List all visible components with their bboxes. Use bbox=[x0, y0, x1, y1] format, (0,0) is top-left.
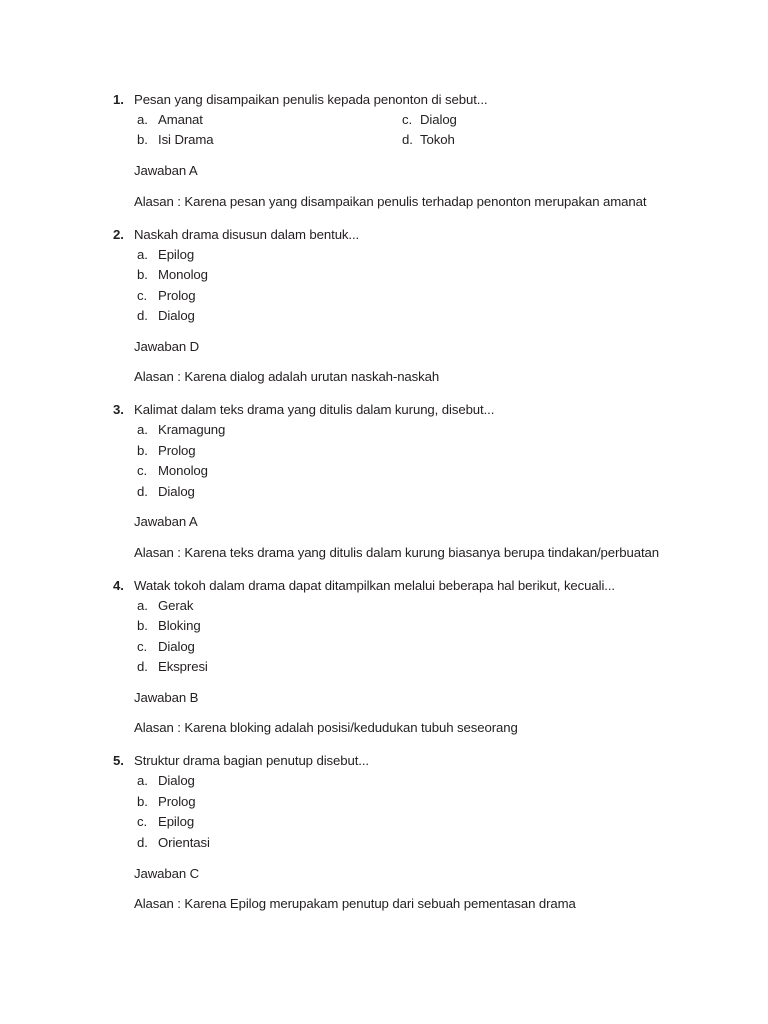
option-label: Isi Drama bbox=[158, 132, 214, 148]
answer-text: Jawaban A bbox=[134, 514, 198, 530]
option-label: Monolog bbox=[158, 463, 208, 479]
option-letter: d. bbox=[137, 659, 148, 675]
option-label: Dialog bbox=[158, 638, 195, 654]
option-letter: a. bbox=[137, 773, 148, 789]
option-a[interactable] bbox=[137, 596, 693, 616]
option-letter: b. bbox=[137, 793, 148, 809]
option-letter: d. bbox=[137, 307, 148, 323]
option-d[interactable] bbox=[137, 482, 693, 502]
question-number: 5. bbox=[113, 753, 124, 769]
option-letter: c. bbox=[137, 814, 148, 830]
question-text: Struktur drama bagian penutup disebut... bbox=[134, 753, 369, 769]
question-heading bbox=[113, 400, 693, 420]
question-number: 4. bbox=[113, 577, 124, 593]
option-letter: c. bbox=[137, 463, 148, 479]
option-label: Prolog bbox=[158, 287, 196, 303]
option-list bbox=[113, 245, 693, 327]
reason-text: Alasan : Karena Epilog merupakam penutup dari sebuah pementasan drama bbox=[134, 896, 576, 912]
option-d[interactable] bbox=[137, 306, 693, 326]
option-letter: a. bbox=[137, 246, 148, 262]
option-label: Ekspresi bbox=[158, 659, 208, 675]
question-item bbox=[113, 90, 693, 212]
option-d[interactable] bbox=[137, 657, 693, 677]
reason-text: Alasan : Karena teks drama yang ditulis dalam kurung biasanya berupa tindakan/perbuatan bbox=[134, 544, 660, 560]
question-heading bbox=[113, 90, 693, 110]
option-label: Dialog bbox=[158, 773, 195, 789]
option-letter: a. bbox=[137, 597, 148, 613]
option-letter: b. bbox=[137, 618, 148, 634]
answer-text: Jawaban D bbox=[134, 338, 200, 354]
option-letter: a. bbox=[137, 112, 148, 127]
question-item bbox=[113, 576, 693, 739]
question-heading bbox=[113, 225, 693, 245]
question-text: Watak tokoh dalam drama dapat ditampilkan melalui beberapa hal berikut, kecuali... bbox=[134, 577, 615, 593]
option-letter: c. bbox=[137, 287, 148, 303]
question-heading bbox=[113, 751, 693, 771]
option-d[interactable] bbox=[137, 833, 693, 853]
option-letter: b. bbox=[137, 267, 148, 283]
option-label: Gerak bbox=[158, 597, 194, 613]
reason-text: Alasan : Karena bloking adalah posisi/kedudukan tubuh seseorang bbox=[134, 720, 518, 736]
answer-text: Jawaban B bbox=[134, 689, 199, 705]
option-list bbox=[113, 110, 693, 151]
answer-text: Jawaban A bbox=[134, 163, 198, 179]
option-letter: a. bbox=[137, 422, 148, 438]
option-b[interactable] bbox=[137, 616, 693, 636]
option-b[interactable] bbox=[137, 441, 693, 461]
option-label: Monolog bbox=[158, 267, 208, 283]
option-letter: b. bbox=[137, 132, 148, 148]
option-letter: d. bbox=[137, 834, 148, 850]
option-b[interactable] bbox=[137, 792, 693, 812]
option-letter: d. bbox=[137, 483, 148, 499]
question-text: Pesan yang disampaikan penulis kepada penonton di sebut... bbox=[134, 92, 488, 107]
option-label: Tokoh bbox=[420, 132, 455, 148]
option-label: Bloking bbox=[158, 618, 201, 634]
option-row bbox=[137, 110, 693, 130]
reason-text: Alasan : Karena pesan yang disampaikan penulis terhadap penonton merupakan amanat bbox=[134, 193, 647, 209]
question-list bbox=[113, 90, 693, 927]
question-text: Kalimat dalam teks drama yang ditulis dalam kurung, disebut... bbox=[134, 402, 495, 418]
question-number: 1. bbox=[113, 92, 124, 107]
option-c[interactable] bbox=[137, 461, 693, 481]
option-c[interactable] bbox=[137, 637, 693, 657]
reason-text: Alasan : Karena dialog adalah urutan naskah-naskah bbox=[134, 369, 440, 385]
option-a[interactable] bbox=[137, 771, 693, 791]
option-a[interactable] bbox=[137, 420, 693, 440]
question-heading bbox=[113, 576, 693, 596]
option-list bbox=[113, 420, 693, 502]
option-row bbox=[137, 130, 693, 150]
option-letter: b. bbox=[137, 442, 148, 458]
option-letter: d. bbox=[402, 132, 413, 148]
option-letter: c. bbox=[402, 112, 413, 127]
option-b[interactable] bbox=[137, 265, 693, 285]
option-label: Dialog bbox=[158, 307, 195, 323]
answer-text: Jawaban C bbox=[134, 865, 200, 881]
question-text: Naskah drama disusun dalam bentuk... bbox=[134, 226, 360, 242]
option-label: Epilog bbox=[158, 246, 195, 262]
option-a[interactable] bbox=[137, 110, 203, 130]
option-c[interactable] bbox=[137, 812, 693, 832]
option-letter: c. bbox=[137, 638, 148, 654]
option-label: Kramagung bbox=[158, 422, 226, 438]
question-item bbox=[113, 400, 693, 563]
option-b[interactable] bbox=[137, 130, 214, 150]
option-list bbox=[113, 771, 693, 853]
option-c[interactable] bbox=[402, 110, 457, 130]
question-number: 3. bbox=[113, 402, 124, 418]
option-label: Orientasi bbox=[158, 834, 210, 850]
option-label: Dialog bbox=[158, 483, 195, 499]
option-d[interactable] bbox=[402, 130, 455, 150]
option-label: Prolog bbox=[158, 793, 196, 809]
question-item bbox=[113, 751, 693, 914]
option-c[interactable] bbox=[137, 286, 693, 306]
question-item bbox=[113, 225, 693, 388]
option-list bbox=[113, 596, 693, 678]
option-label: Epilog bbox=[158, 814, 195, 830]
option-label: Prolog bbox=[158, 442, 196, 458]
option-label: Amanat bbox=[158, 112, 203, 127]
option-a[interactable] bbox=[137, 245, 693, 265]
question-number: 2. bbox=[113, 226, 124, 242]
option-label: Dialog bbox=[420, 112, 457, 127]
